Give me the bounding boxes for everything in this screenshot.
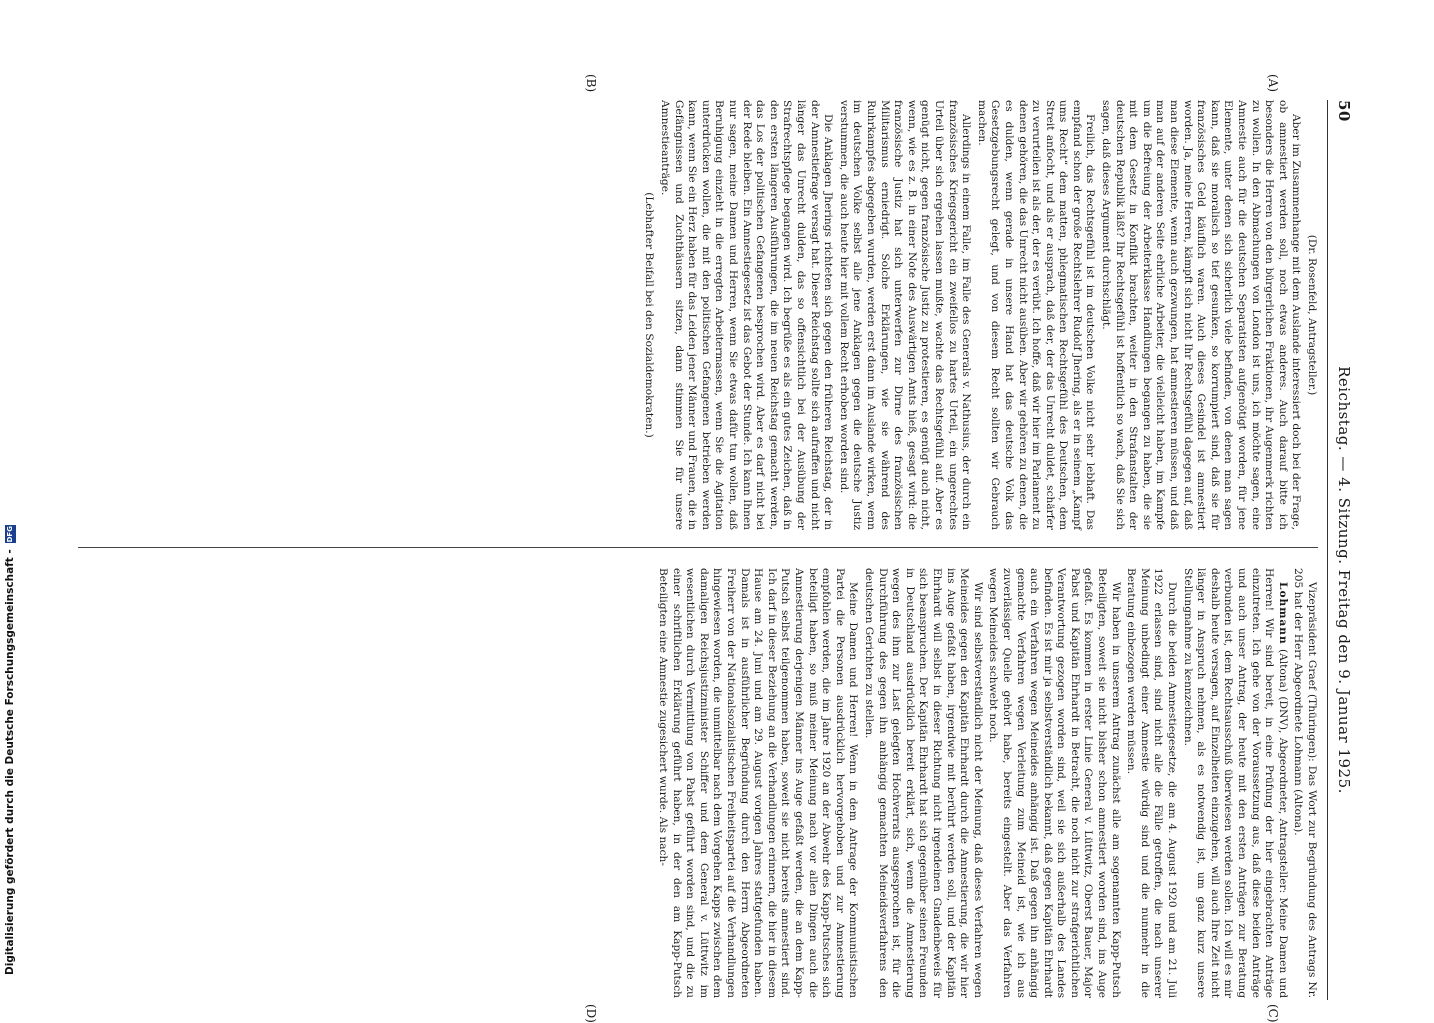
digitization-credit <box>2 0 22 1000</box>
credit-line <box>4 0 16 975</box>
speaker-intro-text: (Altona) (DNV), Abgeordneter, Antragsteller: Meine Damen und Herren! Wir sind bereit, in eine Prüfung der hier eingebrachten Anträge einzutreten. Ich gehe von der Voraussetzung aus, daß diese beiden Anträge und auch unser Antrag, der heute mit den ersten Anträgen zur Beratung verbunden ist, dem Rechtsausschuß überwiesen werden sollen. Ich will es mir deshalb heute versagen, auf Einzelheiten einzugehen, will auch Ihre Zeit nicht länger in Anspruch nehmen, als es notwendig ist, um ganz kurz unsere Stellungnahme zu kennzeichnen. <box>1181 568 1289 998</box>
paragraph: Durch die beiden Amnestiegesetze, die am 4. August 1920 und am 21. Juli 1922 erlassen sind, sind nicht alle die Fälle getroffen, die nach unserer Meinung unbedingt einer Amnestie würdig sind und die nunmehr in die Beratung einbezogen werden müssen. <box>1125 568 1179 998</box>
page-number: 50 <box>1335 100 1353 122</box>
margin-marker-d: (D) <box>584 1004 598 1023</box>
paragraph: Meine Damen und Herren! Wenn in dem Antrage der Kommunistischen Partei die Personen ausdrücklich hervorgehoben und zur Amnestierung empfohlen werden, die im Jahre 1920 an der Abwehr des Kapp-Putsches sich beteiligt haben, so muß meiner Meinung nach vor allen Dingen auch die Amnestierung derjenigen Männer ins Auge gefaßt werden, die an dem Kapp-Putsch selbst teilgenommen haben, soweit sie nicht bereits amnestiert sind. Ich darf in dieser Beziehung an die Verhandlungen erinnern, die hier in diesem Hause am 24. Juni und am 29. August vorigen Jahres stattgefunden haben. Damals ist in ausführlicher Begründung durch den Herrn Abgeordneten Freiherr von der Nationalsozialistischen Freiheitspartei auf die Verhandlungen hingewiesen worden, die unmittelbar nach dem Vorgehen Kapps zwischen dem damaligen Reichsjustizminister Schiffer und dem General v. Lüttwitz im wesentlichen durch Vermittlung von Pabst geführt worden sind, und die zu einer schriftlichen Erklärung geführt haben, in der den am Kapp-Putsch Beteiligten eine Amnestie zugesichert wurde. Als nach- <box>657 568 860 998</box>
page-title: Reichstag. — 4. Sitzung. Freitag den 9. Januar 1925. <box>1335 366 1353 794</box>
paragraph: Die Anklagen Jherings richteten sich gegen den früheren Reichstag, der in der Amnestiefrage versagt hat. Dieser Reichstag sollte sich aufraffen und nicht länger das Unrecht dulden, das so offensichtlich bei der Ausübung der Strafrechtspflege begangen wird. Ich begrüße es als ein gutes Zeichen, daß in den ersten längeren Ausführungen, die im neuen Reichstag gemacht werden, das Los der politischen Gefangenen besprochen wird. Aber es darf nicht bei der Rede bleiben. Ein Amnestiegesetz ist das Gebot der Stunde. Ich kann Ihnen nur sagen, meine Damen und Herren, wenn Sie etwas dafür tun wollen, daß Beruhigung einzieht in die erregten Arbeitermassen, wenn Sie die Agitation unterdrücken wollen, die mit den politischen Gefangenen betrieben werden kann, wenn Sie ein Herz haben für das Leiden jener Männer und Frauen, die in Gefängnissen und Zuchthäusern sitzen, dann stimmen Sie für unsere Amnestieanträge. <box>659 100 835 530</box>
speaker-intro <box>1180 568 1289 998</box>
column-divider <box>78 547 1318 548</box>
left-column <box>78 100 1318 530</box>
paragraph: Wir haben in unserem Antrag zunächst alle am sogenannten Kapp-Putsch Beteiligten, soweit sie nicht bisher schon amnestiert worden sind, ins Auge gefaßt. Es kommen in erster Linie General v. Lüttwitz, Oberst Bauer, Major Pabst und Kapitän Ehrhardt in Betracht, die noch nicht zur strafgerichtlichen Verantwortung gezogen worden sind, weil sie sich außerhalb des Landes befinden. Es ist mir ja selbstverständlich bekannt, daß gegen Kapitän Ehrhardt auch ein Verfahren wegen Meineides anhängig ist. Daß gegen ihn anhängig gemachte Verfahren wegen Verleitung zum Meineid ist, wie ich aus zuverlässiger Quelle gehört habe, bereits eingestellt. Aber das Verfahren wegen Meineides schwebt noch. <box>987 568 1122 998</box>
margin-marker-b: (B) <box>584 74 598 93</box>
credit-text: Digitalisierung gefördert durch die Deutsche Forschungsgemeinschaft - <box>4 549 16 975</box>
paragraph: Allerdings in einem Falle, im Falle des Generals v. Nathusius, der durch ein französisches Kriegsgericht ein zweifellos zu hartes Urteil, ein ungerechtes Urteil über sich ergehen lassen mußte, wachte das Rechtsgefühl auf. Aber es genügt nicht, gegen französische Justiz zu protestieren, es genügt auch nicht, wenn, wie es z. B. in einer Note des Auswärtigen Amts hieß, gesagt wird: die französische Justiz hat sich unterwerfen zur Dirne des französischen Militarismus erniedrigt. Solche Erklärungen, wie sie während des Ruhrkampfes abgegeben wurden, werden erst dann im Auslande wirken, wenn im deutschen Volke selbst alle jene Anklagen gegen die deutsche Justiz verstummen, die auch heute hier mit vollem Recht erhoben worden sind. <box>837 100 973 530</box>
speaker-name: Lohmann <box>1276 582 1289 645</box>
paragraph: Wir sind selbstverständlich nicht der Meinung, daß dieses Verfahren wegen Meineides gegen den Kapitän Ehrhardt durch die Amnestierung, die wir hier ins Auge gefaßt haben, irgendwie mit berührt werden soll, und der Kapitän Ehrhardt will selbst in dieser Richtung nicht irgendeinen Gnadenbeweis für sich beanspruchen. Der Kapitän Ehrhardt hat sich gegenüber seinen Freunden in Deutschland ausdrücklich bereit erklärt, sich, wenn die Amnestierung wegen des ihm zur Last gelegten Hochverrats ausgesprochen ist, für die Durchführung des gegen ihn anhängig gemachten Meineidsverfahrens den deutschen Gerichten zu stellen. <box>863 568 984 998</box>
speaker-continuation: (Dr. Rosenfeld, Antragsteller.) <box>1306 234 1318 396</box>
president-remark: Vizepräsident Graef (Thüringen): Das Wort zur Begründung des Antrags Nr. 205 hat der Herr Abgeordnete Lohmann (Altona). <box>1292 568 1318 998</box>
paragraph: Freilich, das Rechtsgefühl ist im deutschen Volke nicht sehr lebhaft. Das empfand schon der große Rechtslehrer Rudolf Jhering, als er in seinem „Kampf ums Recht“ dem matten, phlegmatischen Rechtsgefühl des Deutschen, dem Streit anfocht, und als er ausprach, daß der, der das Unrecht duldet, schärfer zu verurteilen ist als der, der es verübt. Ich hoffe, daß wir hier im Parlament zu denen gehören, die das Unrecht nicht ausüben. Aber wir gehören zu denen, die es dulden, wenn gerade in unsere Hand hat das deutsche Volk das Gesetzgebungsrecht gelegt, und von diesem Recht sollten wir Gebrauch machen. <box>975 100 1097 530</box>
dfg-logo-icon: DFG <box>5 526 14 543</box>
margin-marker-a: (A) <box>1266 74 1280 93</box>
margin-marker-c: (C) <box>1266 1004 1280 1023</box>
page-header <box>1330 100 1358 1000</box>
header-rule <box>1327 100 1328 1000</box>
scanned-page <box>58 74 1358 1023</box>
applause-note: (Lebhafter Beifall bei den Sozialdemokraten.) <box>643 192 656 438</box>
right-column <box>78 568 1318 998</box>
paragraph: Aber im Zusammenhange mit dem Auslande interessiert doch bei der Frage, ob amnestiert werden soll, noch etwas anderes. Auch darauf bitte ich besonders die Herren von den bürgerlichen Fraktionen, ihr Augenmerk richten zu wollen. In den Abmachungen von London ist uns, ich möchte sagen, eine Amnestie auch für die deutschen Separatisten aufgenötigt worden, für jene Elemente, unter denen sich sicherlich viele befinden, von denen man sagen kann, daß sie moralisch so tief gesunken, so korrumpiert sind, daß sie für französisches Geld käuflich waren. Auch dieses Gesindel ist amnestiert worden. Ja, meine Herren, kämpft sich nicht Ihr Rechtsgefühl dagegen auf, daß man diese Elemente, wenn auch gezwungen, hat amnestieren müssen, und daß man auf der anderen Seite ehrliche Arbeiter, die vielleicht haben, im Kampfe um die Befreiung der Arbeiterklasse Handlungen begangen zu haben, die sie mit dem Gesetz in Konflikt brachten, weiter in den Strafanstalten der deutschen Republik läßt? Ihr Rechtsgefühl ist hoffentlich so wach, daß Sie sich sagen, daß dieses Argument durchschlägt. <box>1100 100 1303 530</box>
